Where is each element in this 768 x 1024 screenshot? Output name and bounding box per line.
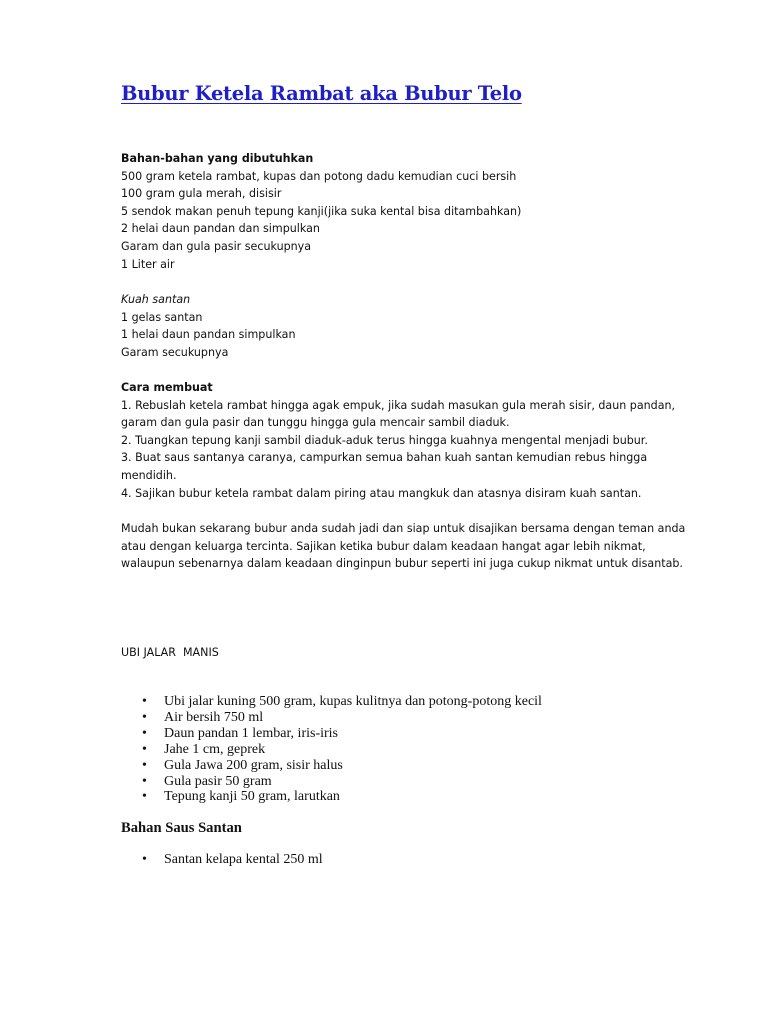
closing-paragraph [121,520,685,573]
method-section [121,379,675,502]
method-line: garam dan gula pasir dan tunggu hingga gula mencair sambil diaduk. [121,416,510,430]
bullet-icon: • [142,694,147,709]
bullet-icon: • [142,725,147,741]
section-title-ubi-jalar [121,644,219,662]
list-item-text: Jahe 1 cm, geprek [164,741,266,757]
ingredient-line: 1 Liter air [121,257,175,271]
kuah-line: 1 helai daun pandan simpulkan [121,328,296,342]
ingredient-line: 500 gram ketela rambat, kupas dan potong dadu kemudian cuci bersih [121,169,517,183]
ingredient-line: 100 gram gula merah, disisir [121,187,282,201]
ingredients-section [121,150,521,273]
bullet-icon: • [142,757,147,773]
method-line: 4. Sajikan bubur ketela rambat dalam piring atau mangkuk dan atasnya disiram kuah santan. [121,486,642,500]
list-item [142,710,542,726]
kuah-santan-section [121,291,296,361]
list-item-text: Ubi jalar kuning 500 gram, kupas kulitnya dan potong-potong kecil [164,694,542,709]
ingredients-heading: Bahan-bahan yang dibutuhkan [121,152,314,165]
saus-santan-heading: Bahan Saus Santan [121,820,242,836]
method-heading: Cara membuat [121,381,213,394]
list-item [142,758,542,774]
ingredient-line: 5 sendok makan penuh tepung kanji(jika suka kental bisa ditambahkan) [121,204,522,218]
saus-santan-list [142,852,323,868]
list-item [142,694,542,710]
list-item-text: Gula Jawa 200 gram, sisir halus [164,757,343,773]
section2-title: UBI JALAR MANIS [121,646,219,659]
kuah-santan-heading: Kuah santan [121,293,191,306]
list-item [142,726,542,742]
list-item [142,742,542,758]
bullet-icon: • [142,709,147,725]
bullet-icon: • [142,852,147,867]
kuah-line: 1 gelas santan [121,310,203,324]
list-item-text: Gula pasir 50 gram [164,773,272,789]
list-item-text: Santan kelapa kental 250 ml [164,852,323,867]
list-item-text: Air bersih 750 ml [164,709,264,725]
list-item [142,774,542,790]
bullet-icon: • [142,741,147,757]
closing-line: atau dengan keluarga tercinta. Sajikan ketika bubur dalam keadaan hangat agar lebih nikmat, [121,539,646,553]
ubi-ingredient-list [142,694,542,805]
list-item-text: Daun pandan 1 lembar, iris-iris [164,725,339,741]
ingredient-line: Garam dan gula pasir secukupnya [121,239,312,253]
closing-line: walaupun sebenarnya dalam keadaan dinginpun bubur seperti ini juga cukup nikmat untuk disantab. [121,557,683,571]
list-item-text: Tepung kanji 50 gram, larutkan [164,789,340,805]
bullet-icon: • [142,773,147,789]
method-line: mendidih. [121,468,177,482]
ingredient-line: 2 helai daun pandan dan simpulkan [121,222,320,236]
list-item [142,852,323,868]
bullet-icon: • [142,789,147,805]
method-line: 3. Buat saus santanya caranya, campurkan semua bahan kuah santan kemudian rebus hingga [121,451,648,465]
closing-line: Mudah bukan sekarang bubur anda sudah jadi dan siap untuk disajikan bersama dengan teman anda [121,522,686,535]
page-title-link[interactable]: Bubur Ketela Rambat aka Bubur Telo [121,82,522,105]
method-line: 2. Tuangkan tepung kanji sambil diaduk-aduk terus hingga kuahnya mengental menjadi bubur. [121,433,648,447]
kuah-line: Garam secukupnya [121,345,229,359]
list-item [142,789,542,805]
method-line: 1. Rebuslah ketela rambat hingga agak empuk, jika sudah masukan gula merah sisir, daun pandan, [121,398,676,412]
